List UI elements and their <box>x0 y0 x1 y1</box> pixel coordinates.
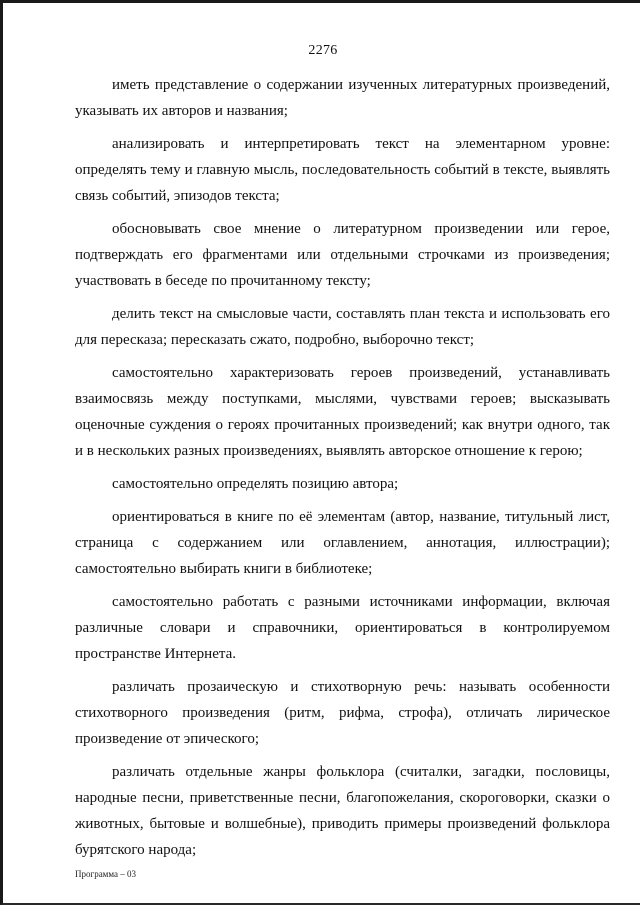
paragraph: различать отдельные жанры фольклора (считалки, загадки, пословицы, народные песни, приветственные песни, благопожелания, скороговорки, сказки о животных, бытовые и волшебные), приводить примеры произведений фольклора бурятского народа; <box>75 764 610 858</box>
paragraph: ориентироваться в книге по её элементам (автор, название, титульный лист, страница с содержанием или оглавлением, аннотация, иллюстрации); самостоятельно выбирать книги в библиотеке; <box>75 509 610 577</box>
page-footer: Программа – 03 <box>75 869 137 879</box>
paragraph: самостоятельно работать с разными источниками информации, включая различные словари и справочники, ориентироваться в контролируемом пространстве Интернета. <box>75 594 610 662</box>
paragraph: различать прозаическую и стихотворную речь: называть особенности стихотворного произведения (ритм, рифма, строфа), отличать лирическое произведение от эпического; <box>75 679 610 747</box>
paragraph: делить текст на смысловые части, составлять план текста и использовать его для пересказа; пересказать сжато, подробно, выборочно текст; <box>75 306 610 348</box>
page-body <box>75 72 610 863</box>
paragraph: самостоятельно характеризовать героев произведений, устанавливать взаимосвязь между поступками, мыслями, чувствами героев; высказывать оценочные суждения о героях прочитанных произведений; как внутри одного, так и в нескольких разных произведениях, выявлять авторское отношение к герою; <box>75 365 610 459</box>
paragraph: самостоятельно определять позицию автора; <box>112 476 399 492</box>
page-number: 2276 <box>308 43 338 58</box>
paragraph: иметь представление о содержании изученных литературных произведений, указывать их авторов и названия; <box>75 77 610 119</box>
paragraph: анализировать и интерпретировать текст на элементарном уровне: определять тему и главную мысль, последовательность событий в тексте, выявлять связь событий, эпизодов текста; <box>75 136 610 204</box>
paragraph: обосновывать свое мнение о литературном произведении или герое, подтверждать его фрагментами или отдельными строчками из произведения; участвовать в беседе по прочитанному тексту; <box>75 221 610 289</box>
